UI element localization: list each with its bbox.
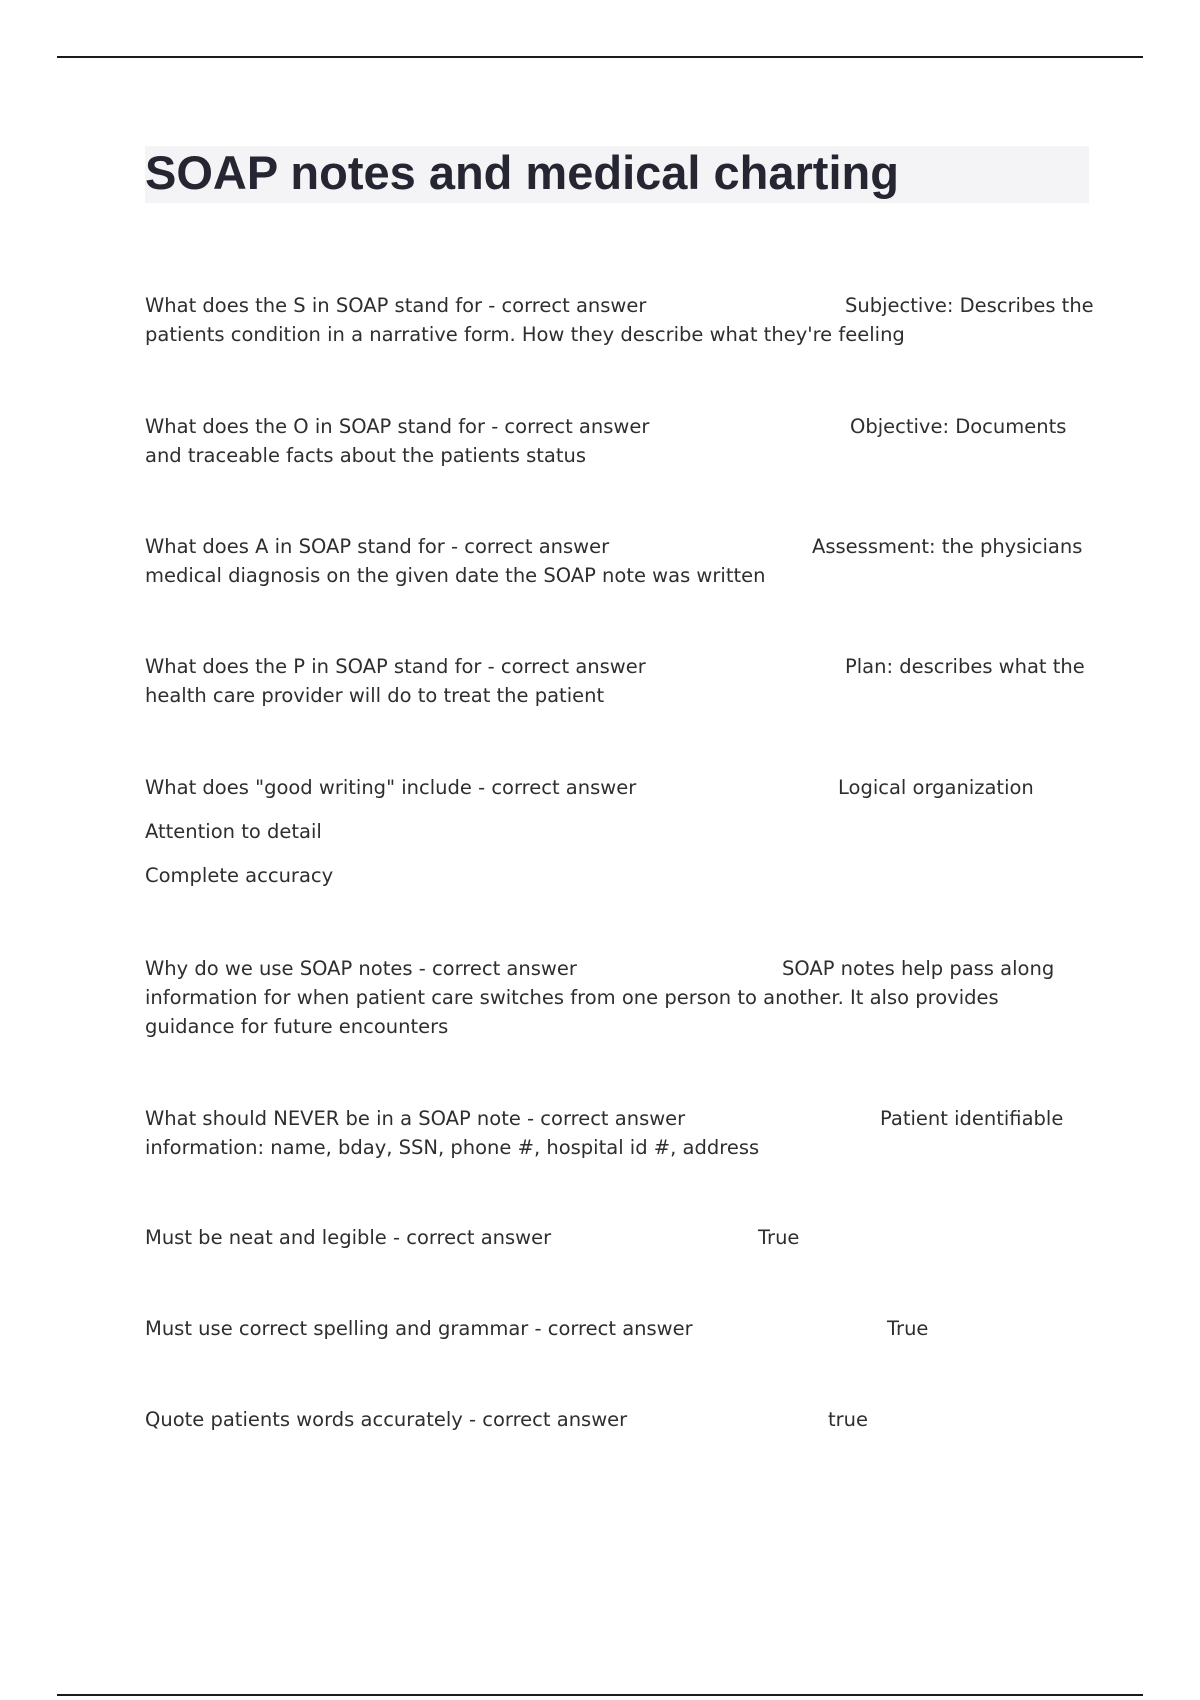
card-answer-start: True: [758, 1226, 800, 1249]
card-question: What does "good writing" include - correct answer: [145, 776, 637, 799]
top-rule: [57, 56, 1143, 58]
card-answer-item: Attention to detail: [145, 820, 322, 843]
card-answer-start: true: [828, 1408, 869, 1431]
flashcard-spelling: [145, 1314, 1085, 1343]
flashcard-why-soap: [145, 954, 1085, 1041]
card-answer-start: Patient identifiable: [880, 1107, 1064, 1130]
card-answer-item: Complete accuracy: [145, 864, 334, 887]
flashcard-s: [145, 291, 1094, 349]
document-title: SOAP notes and medical charting: [145, 146, 899, 199]
card-question: What does the P in SOAP stand for - correct answer: [145, 655, 646, 678]
flashcard-neat: [145, 1223, 1085, 1252]
card-answer-start: Plan: describes what the: [845, 655, 1085, 678]
card-question: What does A in SOAP stand for - correct answer: [145, 535, 610, 558]
card-answer-continued: health care provider will do to treat the patient: [145, 684, 605, 707]
card-question: Must be neat and legible - correct answer: [145, 1226, 552, 1249]
card-question: What does the O in SOAP stand for - correct answer: [145, 415, 650, 438]
card-question: What does the S in SOAP stand for - correct answer: [145, 294, 647, 317]
card-question: Why do we use SOAP notes - correct answer: [145, 957, 577, 980]
card-question: What should NEVER be in a SOAP note - correct answer: [145, 1107, 686, 1130]
card-answer-start: Logical organization: [838, 776, 1034, 799]
flashcard-quote: [145, 1405, 1085, 1434]
flashcard-o: [145, 412, 1085, 470]
card-answer-continued: patients condition in a narrative form. How they describe what they're feeling: [145, 323, 905, 346]
card-answer-continued: medical diagnosis on the given date the SOAP note was written: [145, 564, 766, 587]
flashcard-never: [145, 1104, 1085, 1162]
card-answer-continued: information for when patient care switches from one person to another. It also provides guidance for future encounters: [145, 986, 999, 1038]
card-answer-continued: and traceable facts about the patients status: [145, 444, 587, 467]
card-question: Must use correct spelling and grammar - correct answer: [145, 1317, 693, 1340]
flashcard-good-writing: [145, 773, 1085, 890]
card-answer-start: Subjective: Describes the: [845, 294, 1094, 317]
flashcard-a: [145, 532, 1085, 590]
card-answer-start: Objective: Documents: [850, 415, 1067, 438]
card-answer-continued: information: name, bday, SSN, phone #, hospital id #, address: [145, 1136, 760, 1159]
card-answer-start: True: [887, 1317, 929, 1340]
flashcard-p: [145, 652, 1085, 710]
card-answer-start: Assessment: the physicians: [812, 535, 1083, 558]
bottom-rule: [57, 1694, 1143, 1696]
card-answer-start: SOAP notes help pass along: [782, 957, 1055, 980]
card-question: Quote patients words accurately - correct answer: [145, 1408, 628, 1431]
